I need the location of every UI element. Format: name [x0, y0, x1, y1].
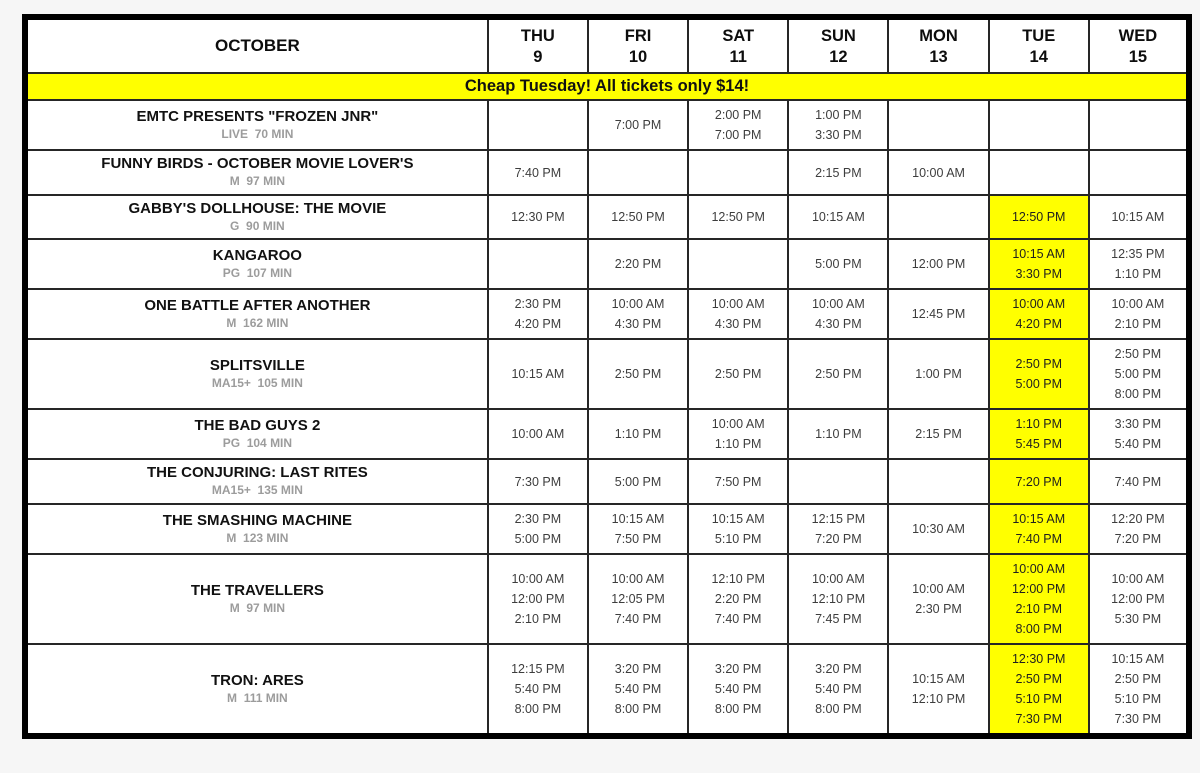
showtime: 1:10 PM	[1015, 417, 1062, 432]
showtime: 10:15 AM	[1111, 210, 1165, 225]
day-name: TUE	[1022, 27, 1056, 45]
showtime: 1:10 PM	[815, 427, 862, 442]
day-header-thu	[488, 17, 588, 73]
showtime-cell	[989, 504, 1089, 554]
movie-row	[25, 554, 1189, 644]
movie-row	[25, 504, 1189, 554]
movie-title-cell	[25, 195, 488, 240]
showtime: 7:40 PM	[614, 612, 662, 627]
showtime-cell	[688, 239, 788, 289]
showtime: 1:00 PM	[815, 108, 862, 123]
showtime-cell	[989, 289, 1089, 339]
showtime-cell	[688, 554, 788, 644]
showtime: 2:10 PM	[514, 612, 562, 627]
showtime-cell	[688, 150, 788, 195]
showtime: 5:40 PM	[815, 682, 862, 697]
showtime-cell	[488, 554, 588, 644]
showtime: 10:00 AM	[1012, 297, 1066, 312]
movie-rating-duration: M 162 MIN	[226, 316, 289, 331]
showtime: 7:20 PM	[1114, 532, 1162, 547]
showtime: 10:30 AM	[912, 522, 965, 537]
showtime: 7:30 PM	[1114, 712, 1162, 727]
showtime: 2:20 PM	[614, 257, 662, 272]
showtime: 5:10 PM	[1015, 692, 1062, 707]
movie-title: SPLITSVILLE	[209, 357, 305, 375]
showtime: 7:50 PM	[614, 532, 662, 547]
day-name: MON	[919, 27, 958, 45]
day-header-sun	[788, 17, 888, 73]
showtime: 10:15 AM	[912, 672, 965, 687]
movie-rating-duration: PG 107 MIN	[222, 266, 293, 281]
showtime: 10:00 AM	[511, 572, 565, 587]
showtime: 2:15 PM	[915, 427, 962, 442]
showtime: 7:50 PM	[714, 474, 762, 489]
day-name: WED	[1118, 27, 1158, 45]
showtime: 3:20 PM	[815, 662, 862, 677]
movie-title-cell	[25, 239, 488, 289]
showtime: 2:50 PM	[1015, 672, 1062, 687]
showtime-cell	[688, 504, 788, 554]
showtime-cell	[1089, 409, 1189, 459]
showtime: 10:15 AM	[811, 210, 865, 225]
showtime: 8:00 PM	[1015, 622, 1062, 637]
showtime-cell	[788, 150, 888, 195]
showtime-cell	[888, 644, 988, 736]
movie-rating-duration: G 90 MIN	[230, 218, 285, 233]
showtime: 2:10 PM	[1015, 602, 1062, 617]
schedule-body	[25, 100, 1189, 736]
showtime-cell	[788, 459, 888, 504]
showtime-cell	[788, 409, 888, 459]
showtime: 12:30 PM	[1011, 652, 1066, 667]
showtime-cell	[788, 100, 888, 150]
movie-title-cell	[25, 289, 488, 339]
showtime-cell	[989, 195, 1089, 240]
showtime: 1:10 PM	[1114, 267, 1162, 282]
showtime: 4:30 PM	[614, 317, 662, 332]
showtime: 8:00 PM	[815, 702, 862, 717]
showtime: 10:00 AM	[1111, 572, 1165, 587]
showtime-cell	[488, 239, 588, 289]
showtime: 4:30 PM	[815, 317, 862, 332]
day-date: 14	[1029, 47, 1048, 66]
showtime-cell	[888, 239, 988, 289]
showtime-cell	[688, 409, 788, 459]
showtime-cell	[989, 644, 1089, 736]
day-name: FRI	[624, 27, 652, 45]
showtime-cell	[788, 195, 888, 240]
showtime: 1:10 PM	[714, 437, 762, 452]
showtime: 2:50 PM	[614, 367, 662, 382]
showtime-cell	[989, 100, 1089, 150]
showtime-cell	[588, 150, 688, 195]
movie-rating-duration: M 123 MIN	[226, 530, 289, 545]
showtime: 10:00 AM	[611, 297, 665, 312]
showtime-cell	[788, 239, 888, 289]
showtime-cell	[788, 504, 888, 554]
showtime: 1:00 PM	[915, 367, 962, 382]
showtime-cell	[888, 339, 988, 409]
movie-row	[25, 459, 1189, 504]
showtime-cell	[888, 409, 988, 459]
showtime-cell	[989, 409, 1089, 459]
showtime-cell	[888, 554, 988, 644]
showtime: 2:30 PM	[514, 297, 562, 312]
showtime-cell	[1089, 644, 1189, 736]
showtime-cell	[488, 150, 588, 195]
showtime-cell	[588, 644, 688, 736]
movie-row	[25, 195, 1189, 240]
showtime: 5:00 PM	[1114, 367, 1162, 382]
showtime: 2:50 PM	[815, 367, 862, 382]
showtime-cell	[688, 644, 788, 736]
movie-title-cell	[25, 554, 488, 644]
showtime-cell	[588, 289, 688, 339]
showtime-cell	[1089, 339, 1189, 409]
movie-title: THE BAD GUYS 2	[194, 417, 321, 435]
showtime: 5:40 PM	[1114, 437, 1162, 452]
movie-rating-duration: MA15+ 105 MIN	[211, 376, 303, 391]
showtime-cell	[888, 195, 988, 240]
movie-title: EMTC PRESENTS "FROZEN JNR"	[136, 107, 379, 125]
showtime-cell	[788, 644, 888, 736]
day-header-sat	[688, 17, 788, 73]
showtime-cell	[588, 100, 688, 150]
showtime: 2:15 PM	[815, 165, 862, 180]
showtime: 7:40 PM	[1114, 474, 1162, 489]
day-date: 13	[929, 47, 948, 66]
schedule-sheet	[22, 14, 1192, 739]
showtime-cell	[1089, 504, 1189, 554]
showtime-cell	[688, 195, 788, 240]
showtime: 12:50 PM	[711, 210, 765, 225]
showtime: 8:00 PM	[614, 702, 662, 717]
showtime: 7:00 PM	[714, 128, 762, 143]
day-name: SAT	[722, 27, 755, 45]
showtime-cell	[588, 409, 688, 459]
showtime: 12:15 PM	[511, 662, 565, 677]
movie-title: THE SMASHING MACHINE	[162, 511, 352, 529]
showtime: 10:00 AM	[711, 417, 765, 432]
showtime: 7:30 PM	[1015, 712, 1062, 727]
showtime-cell	[688, 339, 788, 409]
showtime: 2:50 PM	[1114, 672, 1162, 687]
showtime-cell	[688, 100, 788, 150]
showtime: 10:00 AM	[811, 572, 865, 587]
showtime: 10:00 AM	[1111, 297, 1165, 312]
showtime: 12:00 PM	[1111, 592, 1165, 607]
showtime-cell	[989, 554, 1089, 644]
showtime-cell	[488, 644, 588, 736]
showtime: 3:30 PM	[815, 128, 862, 143]
showtime: 5:10 PM	[714, 532, 762, 547]
movie-row	[25, 644, 1189, 736]
showtime: 12:00 PM	[911, 257, 966, 272]
day-header-wed	[1089, 17, 1189, 73]
showtime: 5:40 PM	[614, 682, 662, 697]
day-date: 9	[533, 47, 543, 66]
showtime-cell	[888, 100, 988, 150]
showtime: 12:35 PM	[1111, 247, 1165, 262]
showtime: 12:20 PM	[1111, 512, 1165, 527]
showtime: 8:00 PM	[514, 702, 562, 717]
showtime-cell	[989, 239, 1089, 289]
day-date: 12	[829, 47, 848, 66]
day-name: THU	[520, 27, 555, 45]
showtime: 5:45 PM	[1015, 437, 1062, 452]
showtime-cell	[488, 289, 588, 339]
movie-title-cell	[25, 339, 488, 409]
showtime: 12:50 PM	[1011, 210, 1066, 225]
showtime: 2:50 PM	[714, 367, 762, 382]
showtime: 12:10 PM	[711, 572, 765, 587]
showtime-cell	[488, 100, 588, 150]
showtime: 10:15 AM	[1012, 247, 1066, 262]
showtime: 5:00 PM	[514, 532, 562, 547]
movie-row	[25, 239, 1189, 289]
showtime: 12:45 PM	[911, 307, 966, 322]
day-header-row	[25, 17, 1189, 73]
showtime-cell	[488, 504, 588, 554]
movie-schedule-table	[22, 14, 1192, 739]
showtime: 5:30 PM	[1114, 612, 1162, 627]
schedule-head	[25, 17, 1189, 100]
movie-rating-duration: M 97 MIN	[229, 600, 286, 615]
showtime-cell	[989, 339, 1089, 409]
showtime-cell	[989, 459, 1089, 504]
showtime: 5:40 PM	[714, 682, 762, 697]
movie-title-cell	[25, 409, 488, 459]
showtime-cell	[1089, 554, 1189, 644]
showtime-cell	[1089, 195, 1189, 240]
showtime-cell	[1089, 100, 1189, 150]
movie-title: THE TRAVELLERS	[190, 581, 324, 599]
showtime: 2:30 PM	[915, 602, 962, 617]
day-date: 10	[628, 47, 648, 66]
showtime-cell	[788, 554, 888, 644]
movie-rating-duration: MA15+ 135 MIN	[211, 483, 303, 498]
movie-title: THE CONJURING: LAST RITES	[146, 464, 368, 482]
showtime: 5:00 PM	[815, 257, 862, 272]
day-name: SUN	[820, 27, 856, 45]
showtime: 10:00 AM	[611, 572, 665, 587]
showtime-cell	[989, 150, 1089, 195]
showtime: 12:15 PM	[811, 512, 866, 527]
showtime: 4:30 PM	[714, 317, 762, 332]
showtime: 8:00 PM	[1114, 387, 1162, 402]
showtime-cell	[588, 504, 688, 554]
showtime-cell	[1089, 289, 1189, 339]
movie-rating-duration: LIVE 70 MIN	[221, 126, 294, 141]
showtime-cell	[588, 459, 688, 504]
movie-title-cell	[25, 150, 488, 195]
movie-title: GABBY'S DOLLHOUSE: THE MOVIE	[128, 199, 387, 217]
showtime-cell	[1089, 459, 1189, 504]
movie-row	[25, 150, 1189, 195]
showtime: 4:20 PM	[514, 317, 562, 332]
showtime-cell	[488, 459, 588, 504]
showtime: 10:15 AM	[1012, 512, 1066, 527]
showtime-cell	[1089, 239, 1189, 289]
showtime-cell	[688, 289, 788, 339]
movie-title-cell	[25, 100, 488, 150]
showtime: 12:00 PM	[511, 592, 565, 607]
showtime-cell	[488, 195, 588, 240]
showtime-cell	[588, 339, 688, 409]
showtime-cell	[488, 409, 588, 459]
banner-row	[25, 73, 1189, 100]
showtime: 10:00 AM	[511, 427, 565, 442]
showtime: 5:40 PM	[514, 682, 562, 697]
movie-rating-duration: PG 104 MIN	[222, 436, 293, 451]
showtime: 3:20 PM	[614, 662, 662, 677]
showtime: 12:10 PM	[911, 692, 966, 707]
showtime: 5:00 PM	[1015, 377, 1062, 392]
showtime: 1:10 PM	[614, 427, 662, 442]
showtime: 7:45 PM	[815, 612, 862, 627]
showtime: 2:10 PM	[1114, 317, 1162, 332]
showtime: 7:40 PM	[714, 612, 762, 627]
showtime-cell	[788, 289, 888, 339]
showtime: 2:50 PM	[1114, 347, 1162, 362]
day-date: 15	[1128, 47, 1148, 66]
showtime: 2:30 PM	[514, 512, 562, 527]
showtime: 7:20 PM	[815, 532, 862, 547]
showtime: 3:30 PM	[1015, 267, 1062, 282]
movie-row	[25, 100, 1189, 150]
movie-row	[25, 339, 1189, 409]
showtime: 10:00 AM	[912, 582, 965, 597]
showtime-cell	[488, 339, 588, 409]
showtime-cell	[588, 195, 688, 240]
movie-title-cell	[25, 459, 488, 504]
showtime: 7:30 PM	[514, 474, 562, 489]
showtime-cell	[688, 459, 788, 504]
cheap-tuesday-banner: Cheap Tuesday! All tickets only $14!	[25, 73, 1189, 100]
day-header-fri	[588, 17, 688, 73]
showtime: 7:00 PM	[614, 118, 662, 133]
showtime: 12:05 PM	[611, 592, 665, 607]
showtime: 8:00 PM	[714, 702, 762, 717]
showtime: 10:00 AM	[711, 297, 765, 312]
showtime: 7:40 PM	[1015, 532, 1062, 547]
showtime: 10:15 AM	[511, 367, 565, 382]
showtime-cell	[888, 459, 988, 504]
showtime: 10:15 AM	[711, 512, 765, 527]
showtime: 2:50 PM	[1015, 357, 1062, 372]
day-header-tue	[989, 17, 1089, 73]
showtime: 12:30 PM	[511, 210, 565, 225]
showtime: 12:10 PM	[811, 592, 866, 607]
movie-title-cell	[25, 504, 488, 554]
showtime: 10:00 AM	[912, 165, 965, 180]
showtime: 10:00 AM	[811, 297, 865, 312]
showtime: 3:30 PM	[1114, 417, 1162, 432]
showtime: 10:15 AM	[611, 512, 665, 527]
showtime: 5:10 PM	[1114, 692, 1162, 707]
month-header: OCTOBER	[25, 17, 488, 73]
showtime: 4:20 PM	[1015, 317, 1062, 332]
movie-title: TRON: ARES	[211, 671, 304, 689]
showtime-cell	[888, 150, 988, 195]
day-header-mon	[888, 17, 988, 73]
showtime-cell	[1089, 150, 1189, 195]
showtime-cell	[788, 339, 888, 409]
movie-title: KANGAROO	[212, 247, 302, 265]
day-date: 11	[729, 47, 747, 66]
showtime: 10:15 AM	[1111, 652, 1165, 667]
showtime-cell	[888, 504, 988, 554]
movie-row	[25, 289, 1189, 339]
movie-row	[25, 409, 1189, 459]
movie-title: FUNNY BIRDS - OCTOBER MOVIE LOVER'S	[101, 155, 414, 173]
movie-rating-duration: M 111 MIN	[227, 690, 288, 705]
showtime-cell	[588, 239, 688, 289]
showtime-cell	[888, 289, 988, 339]
showtime: 7:20 PM	[1015, 474, 1062, 489]
showtime: 2:00 PM	[714, 108, 762, 123]
showtime: 12:50 PM	[611, 210, 665, 225]
showtime: 3:20 PM	[714, 662, 762, 677]
movie-title: ONE BATTLE AFTER ANOTHER	[144, 297, 371, 315]
movie-title-cell	[25, 644, 488, 736]
showtime: 2:20 PM	[714, 592, 762, 607]
showtime: 7:40 PM	[514, 165, 562, 180]
showtime-cell	[588, 554, 688, 644]
showtime: 12:00 PM	[1011, 582, 1066, 597]
showtime: 10:00 AM	[1012, 562, 1066, 577]
movie-rating-duration: M 97 MIN	[229, 174, 286, 189]
showtime: 5:00 PM	[614, 474, 662, 489]
